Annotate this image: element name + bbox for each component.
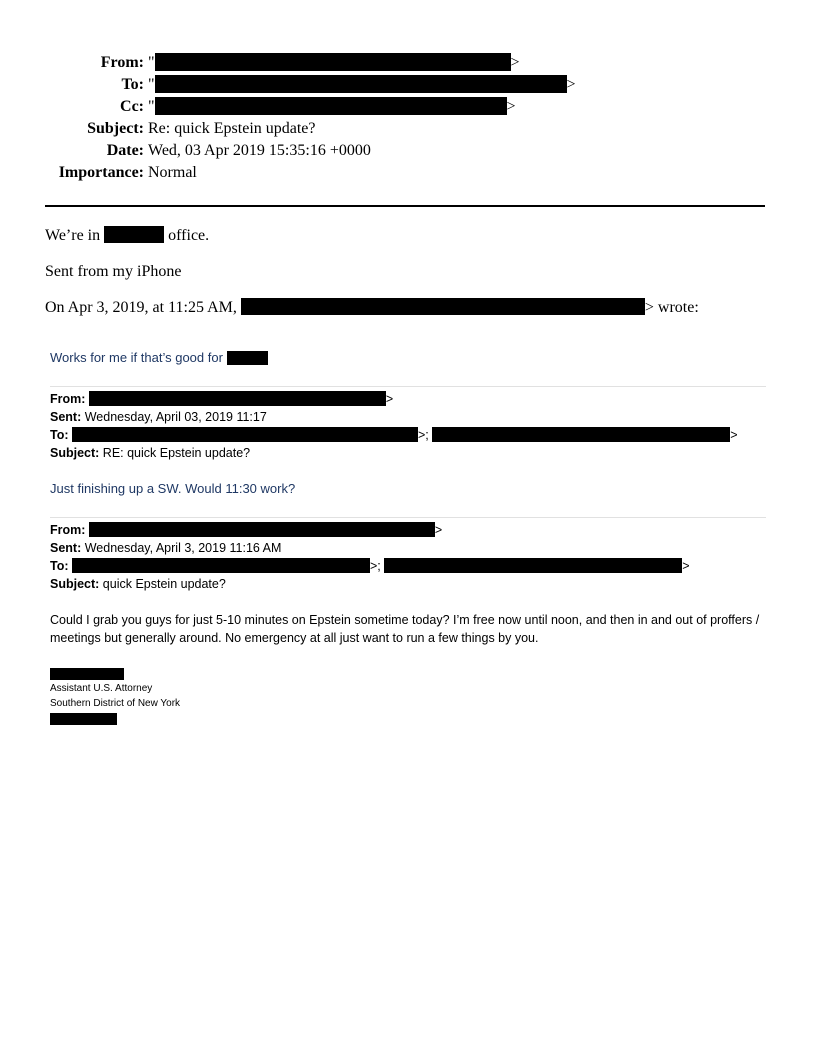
from-bracket: > xyxy=(510,54,520,71)
msg3-sent-label: Sent: xyxy=(50,541,82,555)
msg3-subject-row xyxy=(50,575,690,593)
message-separator xyxy=(50,386,766,387)
msg2-subject-label: Subject: xyxy=(50,446,100,460)
cc-bracket: > xyxy=(506,98,516,115)
msg2-sent-label: Sent: xyxy=(50,410,82,424)
cc-label: Cc: xyxy=(120,98,144,115)
redaction-bar xyxy=(72,427,418,442)
importance-value: Normal xyxy=(148,164,197,181)
to-label: To: xyxy=(121,76,144,93)
redaction-bar xyxy=(89,391,386,406)
quoted-reply-text xyxy=(50,350,268,366)
msg2-subject-value: RE: quick Epstein update? xyxy=(102,446,251,460)
cc-quote: " xyxy=(148,98,155,115)
msg2-sent-row xyxy=(50,408,738,426)
date-value: Wed, 03 Apr 2019 15:35:16 +0000 xyxy=(148,142,371,159)
from-quote: " xyxy=(148,54,155,71)
quote-attribution xyxy=(45,298,699,318)
signature-contact-redaction xyxy=(50,713,117,725)
redaction-bar xyxy=(155,75,567,93)
msg2-body: Just finishing up a SW. Would 11:30 work? xyxy=(50,481,296,496)
redaction-bar xyxy=(432,427,730,442)
header-cc-row xyxy=(0,96,816,118)
header-to-row xyxy=(0,74,816,96)
subject-value: Re: quick Epstein update? xyxy=(148,120,316,137)
header-from-row xyxy=(0,52,816,74)
reply-text-before: We’re in xyxy=(45,227,101,244)
signature-name-redaction xyxy=(50,668,124,680)
to-bracket: > xyxy=(566,76,576,93)
msg3-subject-label: Subject: xyxy=(50,577,100,591)
redaction-bar xyxy=(227,351,268,365)
msg2-from-row xyxy=(50,390,738,408)
reply-line-office xyxy=(45,226,209,246)
msg3-sent-row xyxy=(50,539,690,557)
signature-title: Assistant U.S. Attorney xyxy=(50,683,153,694)
msg3-to-row xyxy=(50,557,690,575)
redaction-bar xyxy=(104,226,164,243)
from-label: From: xyxy=(100,54,144,71)
sent-from-iphone: Sent from my iPhone xyxy=(45,263,182,280)
msg3-sent-value: Wednesday, April 3, 2019 11:16 AM xyxy=(84,541,282,555)
date-label: Date: xyxy=(106,142,144,159)
subject-label: Subject: xyxy=(87,120,144,137)
header-subject-row xyxy=(0,118,816,140)
message-3-header xyxy=(50,521,690,593)
msg2-sent-value: Wednesday, April 03, 2019 11:17 xyxy=(84,410,267,424)
msg3-subject-value: quick Epstein update? xyxy=(102,577,226,591)
redaction-bar xyxy=(384,558,682,573)
redaction-bar xyxy=(155,53,511,71)
to-quote: " xyxy=(148,76,155,93)
redaction-bar xyxy=(241,298,645,315)
msg2-to-separator: >; xyxy=(418,428,429,442)
attribution-suffix: > wrote: xyxy=(644,299,699,316)
redaction-bar xyxy=(155,97,507,115)
redaction-bar xyxy=(72,558,370,573)
quoted-reply-words: Works for me if that’s good for xyxy=(50,350,223,365)
msg2-from-label: From: xyxy=(50,392,86,406)
redaction-bar xyxy=(89,522,435,537)
msg3-from-row xyxy=(50,521,690,539)
importance-label: Importance: xyxy=(58,164,144,181)
header-divider xyxy=(45,205,765,207)
msg3-from-bracket: > xyxy=(434,523,443,537)
msg2-subject-row xyxy=(50,444,738,462)
reply-text-after: office. xyxy=(168,227,210,244)
msg2-to-label: To: xyxy=(50,428,69,442)
header-importance-row xyxy=(0,162,816,184)
msg3-from-label: From: xyxy=(50,523,86,537)
msg2-to-bracket: > xyxy=(730,428,738,442)
msg2-to-row xyxy=(50,426,738,444)
message-2-header xyxy=(50,390,738,462)
header-date-row xyxy=(0,140,816,162)
message-separator xyxy=(50,517,766,518)
email-header xyxy=(0,52,816,184)
signature-office: Southern District of New York xyxy=(50,698,181,709)
msg3-to-bracket: > xyxy=(682,559,690,573)
msg2-from-bracket: > xyxy=(385,392,394,406)
msg3-to-separator: >; xyxy=(370,559,381,573)
msg3-body: Could I grab you guys for just 5-10 minutes on Epstein sometime today? I’m free now until noon, and then in and out of proffers / meetings but generally around. No emergency at all just want to run a few things by you. xyxy=(50,613,760,645)
attribution-prefix: On Apr 3, 2019, at 11:25 AM, xyxy=(45,299,237,316)
msg3-to-label: To: xyxy=(50,559,69,573)
